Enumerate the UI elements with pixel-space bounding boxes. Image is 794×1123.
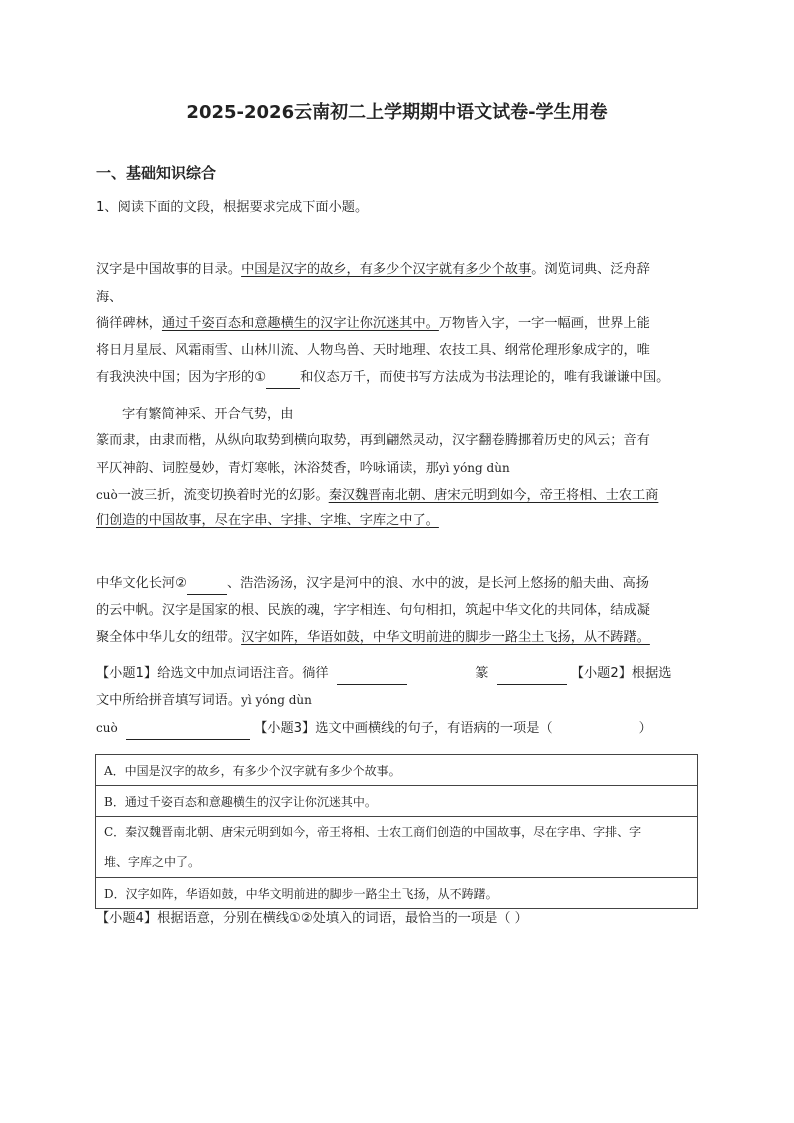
pinyin: yì yóng dùn [438, 461, 510, 475]
underlined-sentence: 秦汉魏晋南北朝、唐宋元明到如今，帝王将相、士农工商 [328, 488, 659, 503]
option-b[interactable]: B．通过千姿百态和意趣横生的汉字让你沉迷其中。 [96, 786, 698, 817]
option-a[interactable]: A．中国是汉字的故乡，有多少个汉字就有多少个故事。 [96, 755, 698, 786]
blank-1[interactable] [266, 368, 300, 389]
question-2-text: 文中所给拼音填写词语。 [96, 693, 242, 708]
text: 中华文化长河② [96, 576, 187, 591]
passage-line: 的云中帆。汉字是国家的根、民族的魂，字字相连、句句相扣，筑起中华文化的共同体，结成凝 [96, 603, 650, 618]
passage-line: 将日月星辰、风霜雨雪、山林川流、人物鸟兽、天时地理、农技工具、纲常伦理形象成字的，唯 [96, 343, 650, 358]
question-3-close: ） [638, 721, 652, 736]
passage-line [96, 574, 649, 595]
option-c[interactable] [96, 817, 698, 878]
text: 聚全体中华儿女的纽带。 [96, 630, 242, 645]
options-table [95, 754, 698, 909]
passage-line: 海、 [96, 290, 123, 305]
question-line [96, 664, 671, 685]
text: 和仪态万千，而使书写方法成为书法理论的，唯有我谦谦中国。 [300, 370, 670, 385]
question-2: 【小题2】根据选 [570, 666, 672, 681]
answer-blank-q2[interactable] [126, 719, 250, 740]
text: 汉字是中国故事的目录。 [96, 262, 242, 277]
option-c-line: 堆、字库之中了。 [104, 855, 201, 869]
passage-line: 篆而隶，由隶而楷，从纵向取势到横向取势，再到翩然灵动，汉字翻卷腾挪着历史的风云；音有 [96, 433, 650, 448]
pinyin: cuò [96, 488, 118, 502]
pinyin: yì yóng dùn [241, 693, 312, 707]
question-line [96, 690, 312, 711]
pinyin: cuò [96, 721, 118, 735]
question-intro: 1、阅读下面的文段，根据要求完成下面小题。 [96, 200, 369, 215]
option-c-line: C．秦汉魏晋南北朝、唐宋元明到如今，帝王将相、士农工商们创造的中国故事，尽在字串、字排、字 [104, 825, 642, 839]
question-3: 【小题3】选文中画横线的句子，有语病的一项是（ [254, 721, 553, 736]
passage-line [96, 368, 669, 389]
text: 。浏览词典、泛舟辞 [531, 262, 650, 277]
page-title: 2025-2026云南初二上学期期中语文试卷-学生用卷 [186, 102, 608, 123]
text: 平仄神韵、词腔曼妙，青灯寒帐，沐浴焚香，吟咏诵读，那 [96, 461, 439, 476]
question-line [96, 718, 652, 740]
underlined-sentence: 通过千姿百态和意趣横生的汉字让你沉迷其中。 [161, 316, 439, 331]
text: 有我泱泱中国；因为字形的① [96, 370, 267, 385]
question-1: 【小题1】给选文中加点词语注音。徜徉 [96, 666, 329, 681]
answer-blank-q1b[interactable] [497, 664, 567, 685]
passage-line [96, 260, 650, 280]
passage-line [96, 314, 650, 334]
passage-line [96, 511, 439, 531]
text: 万物皆入字，一字一幅画，世界上能 [438, 316, 650, 331]
text: 、浩浩汤汤，汉字是河中的浪、水中的波，是长河上悠扬的船夫曲、高扬 [226, 576, 649, 591]
question-1-word: 篆 [475, 666, 489, 681]
text: 徜徉碑林， [96, 316, 162, 331]
blank-2[interactable] [187, 574, 227, 595]
passage-line [96, 485, 658, 506]
section-heading: 一、基础知识综合 [96, 164, 217, 182]
underlined-sentence: 汉字如阵，华语如鼓，中华文明前进的脚步一路尘土飞扬，从不踌躇。 [241, 630, 650, 645]
question-4: 【小题4】根据语意，分别在横线①②处填入的词语，最恰当的一项是（ ） [96, 911, 528, 926]
underlined-sentence: 中国是汉字的故乡，有多少个汉字就有多少个故事 [241, 262, 532, 277]
text: 一波三折，流变切换着时光的幻影。 [117, 488, 329, 503]
answer-blank-q1a[interactable] [337, 664, 407, 685]
passage-line: 字有繁简神采、开合气势，由 [122, 407, 294, 422]
passage-line [96, 628, 650, 648]
passage-line [96, 458, 510, 479]
option-d[interactable]: D．汉字如阵，华语如鼓，中华文明前进的脚步一路尘土飞扬，从不踌躇。 [96, 878, 698, 909]
underlined-sentence: 们创造的中国故事，尽在字串、字排、字堆、字库之中了。 [96, 513, 439, 528]
